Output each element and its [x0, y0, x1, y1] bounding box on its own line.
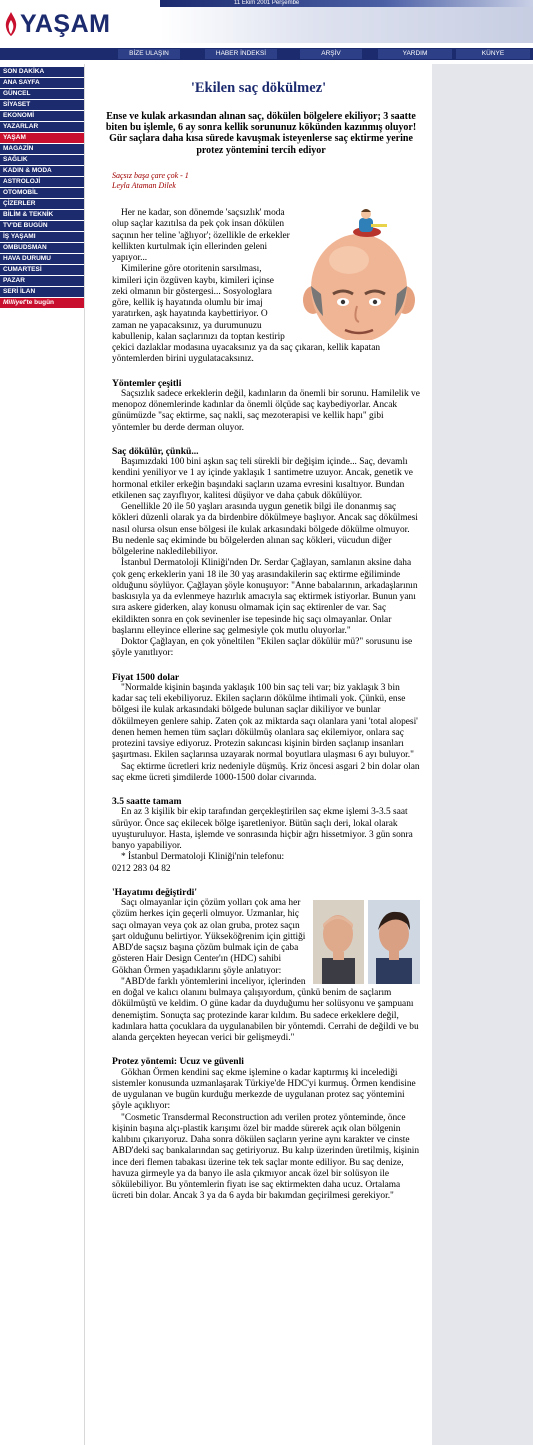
site-header — [0, 0, 533, 48]
milliyet-logo: Milliyet — [3, 299, 26, 306]
date-label: 11 Ekim 2001 Perşembe — [234, 0, 300, 6]
section-heading: Fiyat 1500 dolar — [112, 671, 180, 683]
section-paragraph: Genellikle 20 ile 50 yaşları arasında uygun genetik bilgi ile donanmış saç kökleri düzenli olarak ya da birdenbire dökülmeye başlıyor. Ancak saç dökülmesi nasıl olursa olsun ense bölgesi ile kulak arkasındaki bölgede dökülme olmuyor. Bu nedenle saç ekiminde bu bölgelerden alınan saç kökleri, vücudun diğer bölgelerine nakledilebiliyor. — [112, 502, 418, 557]
milliyet-suffix: 'te bugün — [25, 299, 55, 306]
section-heading: 'Hayatımı değiştirdi' — [112, 886, 198, 898]
section-paragraph: Doktor Çağlayan, en çok yöneltilen "Ekilen saçlar dökülür mü?" sorusunu ise şöyle yanıtlıyor: — [112, 637, 413, 659]
section-paragraph: Saçsızlık sadece erkeklerin değil, kadınların da önemli bir sorunu. Hamilelik ve menopoz dönemlerinde kadınlar da önemli ölçüde saç kaybediyorlar. Ancak günümüzde "saç ektirme, saç nakli, saç mezoterapisi ve kellik hapı" gibi yöntemler bu derde derman oluyor. — [112, 388, 420, 433]
top-band — [160, 0, 533, 7]
sidebar-item-is-yasami[interactable]: İŞ YAŞAMI — [0, 232, 84, 242]
sidebar-item-astroloji[interactable]: ASTROLOJİ — [0, 177, 84, 187]
section-heading: Saç dökülür, çünkü... — [112, 445, 199, 457]
section-paragraph: "Normalde kişinin başında yaklaşık 100 bin saç teli var; biz yaklaşık 3 bin kadar saç teli ekebiliyoruz. Ekilen saçların dökülme ihtimali yok. Çünkü, ense bölgesi ile kulak arkasındaki bölgede bulunan saçlar dikiliyor ve bunlar dökülmeyen genlere sahip. Zaten çok az miktarda saçı olanlara yani 'total alopesi' denen hemen hemen tüm saçları dökülmüş olanlara saç ekilemiyor, onlara saç protezini tavsiye ediyoruz. Protezin sakıncası kişinin birden saçlanıp insanları şaşırtması. Ekilen saçlarınsa uzayarak normal boyutlara ulaşması 6 ayı buluyor." — [112, 682, 418, 761]
sidebar-item-milliyette-bugun[interactable] — [0, 298, 84, 308]
sidebar-item-bilim-teknik[interactable]: BİLİM & TEKNİK — [0, 210, 84, 220]
sidebar-item-seri-ilan[interactable]: SERİ İLAN — [0, 287, 84, 297]
site-logo[interactable] — [4, 4, 111, 44]
sidebar-item-saglik[interactable]: SAĞLIK — [0, 155, 84, 165]
portrait-photos — [313, 900, 420, 984]
sidebar-item-magazin[interactable]: MAGAZİN — [0, 144, 84, 154]
flame-logo-icon — [4, 11, 18, 37]
sidebar-item-yazarlar[interactable]: YAZARLAR — [0, 122, 84, 132]
sidebar-item-ana-sayfa[interactable]: ANA SAYFA — [0, 78, 84, 88]
section-paragraph: İstanbul Dermatoloji Kliniği'nden Dr. Serdar Çağlayan, samlanın aksine daha çok genç erkeklerin yani 18 ile 30 yaş arasındakilerin saç ektirme eğiliminde olduğunu söylüyor. Çağlayan şöyle konuşuyor: "Anne babalarının, arkadaşlarının baskısıyla ya da evlenmeye hazırlık amacıyla saç ektirmek istiyorlar. Bunun yanı sıra askere giderken, alay konusu olmamak için saç ektirenler de var. Saç ekildikten sonra en çok sevinenler ise tepesinde hiç saçı olmayanlar. Onlar başlarını elleyince ellerine saç gelmesiyle çok mutlu oluyorlar." — [112, 558, 418, 636]
section-paragraph: En az 3 kişilik bir ekip tarafından gerçekleştirilen saç ekme işlemi 3-3.5 saat sürüyor. Önce saç ekilecek bölge işaretleniyor. Bütün saçlı deri, lokal olarak uyuşturuluyor. Hasta, işlemde ve sonrasında hiçbir ağrı hissetmiyor. 3 gün sonra banyo yapabiliyor. — [112, 807, 413, 851]
article-body — [112, 208, 420, 1203]
sidebar-item-ekonomi[interactable]: EKONOMİ — [0, 111, 84, 121]
nav-archive[interactable]: ARŞİV — [300, 49, 362, 59]
sidebar-item-kadin-moda[interactable]: KADIN & MODA — [0, 166, 84, 176]
sidebar-item-hava-durumu[interactable]: HAVA DURUMU — [0, 254, 84, 264]
article-lead: Ense ve kulak arkasından alınan saç, dökülen bölgelere ekiliyor; 3 saatte biten bu işlemle, 6 ay sonra kellik sorununuz kökünden kazınmış oluyor! Gür saçlara daha kısa sürede kavuşmak isteyenlerse saç ektirme yerine protez yöntemini tercih ediyor — [105, 111, 417, 156]
sidebar-item-cumartesi[interactable]: CUMARTESİ — [0, 265, 84, 275]
sidebar-item-tvde-bugun[interactable]: TV'DE BUGÜN — [0, 221, 84, 231]
sidebar-item-otomobil[interactable]: OTOMOBİL — [0, 188, 84, 198]
article — [85, 64, 432, 1445]
section-paragraph: Saç ektirme ücretleri kriz nedeniyle düşmüş. Kriz öncesi asgari 2 bin dolar olan saç ekme ücreti şimdilerde 1000-1500 dolar civarında. — [112, 761, 420, 783]
sidebar-item-cizerler[interactable]: ÇİZERLER — [0, 199, 84, 209]
intro-paragraph: Kimilerine göre otoritenin sarsılması, kimileri için özgüven kaybı, kimileri içinse zeki olmanın bir göstergesi... Sosyologlara göre, kellik iş hayatında olumlu bir imaj yaratırken, aşk hayatında kaybettiriyor. O zaman ne yapacaksınız, ya durumunuzu kabullenip, kalan saçlarınızı da toptan kestirip çekici dazlaklar modasına uyacaksınız ya da saç çıkaran, kellik kapatan yöntemlerden birini uygulatacaksınız. — [112, 264, 381, 365]
right-margin — [432, 64, 533, 1445]
sidebar-nav — [0, 67, 84, 309]
section-paragraph: * İstanbul Dermatoloji Kliniği'nin telefonu: — [121, 852, 285, 863]
section-paragraph: "ABD'de farklı yöntemlerini inceliyor, içlerinden en doğal ve kalıcı olanını bulmaya çalışıyordum, çünkü benim de saçlarım dökülmüştü ve keldim. O güne kadar da duyduğumu her solüsyonu ve şampuanı denemiştim. Sonuçta saç protezinde karar kıldım. Bu sadece erkeklere değil, kadınlara hatta çocuklara da uygulanabilen bir yöntemdi. Cerrahi de değildi ve bu alanda gerçekten heyecan verici bir gelişmeydi." — [112, 976, 419, 1043]
sidebar-item-guncel[interactable]: GÜNCEL — [0, 89, 84, 99]
section-paragraph: "Cosmetic Transdermal Reconstruction adı verilen protez yönteminde, önce kişinin başına alçı-plastik karışımı özel bir madde sürerek açık olan bölgenin kalıbını çıkarıyoruz. Daha sonra dökülen saçların yerine aynı karakter ve cinste ABD'deki saç bankalarından saç getiriyoruz. Bu kalıp üzerinden üretilmiş, kişinin ince deri flemen tabakası üzerine tek tek saçlar monte ediliyor. Bu saç denize, havuza girmeyle ya da banyo ile asla çıkmıyor ancak özel bir solüsyon ile sökülebiliyor. Bu yöntemlerin fiyatı ise saç ektirmekten daha ucuz. Ortalama ücreti bin dolar. Ancak 3 ya da 6 ayda bir bakımdan geçirilmesi gerekiyor." — [112, 1112, 420, 1202]
author-name: Leyla Ataman Dilek — [112, 181, 176, 190]
sidebar-item-yasam[interactable]: YAŞAM — [0, 133, 84, 143]
sidebar-item-son-dakika[interactable]: SON DAKİKA — [0, 67, 84, 77]
section-paragraph: Saçı olmayanlar için çözüm yolları çok ama her çözüm herkes için geçerli olmuyor. Uzmanlar, hiç saçı olmayan veya çok az olan gruba, protez saçın şart olduğunu belirtiyor. Yükseköğrenim için gittiği ABD'de saçsız başına çözüm bulmak için de çaba gösteren Hair Design Center'ın (HDC) sahibi Gökhan Örmen yaşadıklarını şöyle anlatıyor: — [112, 898, 306, 976]
article-byline — [112, 171, 189, 191]
section-heading: 3.5 saatte tamam — [112, 796, 182, 807]
sidebar-item-ombudsman[interactable]: OMBUDSMAN — [0, 243, 84, 253]
section-heading: Yöntemler çeşitli — [112, 377, 182, 389]
sidebar-item-pazar[interactable]: PAZAR — [0, 276, 84, 286]
nav-imprint[interactable]: KÜNYE — [456, 49, 530, 59]
series-title: Saçsız başa çare çok - 1 — [112, 171, 189, 180]
section-heading: Protez yöntemi: Ucuz ve güvenli — [112, 1056, 244, 1068]
nav-news-index[interactable]: HABER İNDEKSİ — [205, 49, 277, 59]
bald-man-illustration — [297, 208, 420, 340]
phone-number: 0212 283 04 82 — [112, 863, 171, 874]
top-nav — [0, 48, 533, 60]
logo-text: YAŞAM — [20, 9, 111, 38]
nav-help[interactable]: YARDIM — [378, 49, 452, 59]
sidebar-item-siyaset[interactable]: SİYASET — [0, 100, 84, 110]
section-paragraph: Gökhan Örmen kendini saç ekme işlemine o kadar kaptırmış ki incelediği sistemler konusunda uzmanlaşarak Türkiye'de HDC'yi kurmuş. Örmen kendisine de uygulanan ve bugün kurduğu merkezde de uygulanan protez saç yöntemini şöyle açıklıyor: — [112, 1067, 416, 1112]
article-title: 'Ekilen saç dökülmez' — [190, 80, 327, 96]
header-decoration — [160, 7, 533, 43]
section-paragraph: Başımızdaki 100 bini aşkın saç teli sürekli bir değişim içinde... Saç, devamlı kendini yeniliyor ve 1 ay içinde yaklaşık 1 santimetre uzuyor. Ancak, genetik ve hormonal etkiler erkeğin başındaki saçların uzama evresini kısaltıyor. Bundan etkilenen saç zayıflıyor, kalitesi düşüyor ve daha çabuk dökülüyor. — [112, 457, 413, 501]
intro-paragraph: Her ne kadar, son dönemde 'saçsızlık' moda olup saçlar kazıtılsa da pek çok insan dökülen saçının her teline 'ağlıyor'; özellikle de erkekler kellikten kurtulmak için ellerinden geleni yapıyor... — [112, 208, 290, 263]
nav-contact[interactable]: BİZE ULAŞIN — [118, 49, 180, 59]
